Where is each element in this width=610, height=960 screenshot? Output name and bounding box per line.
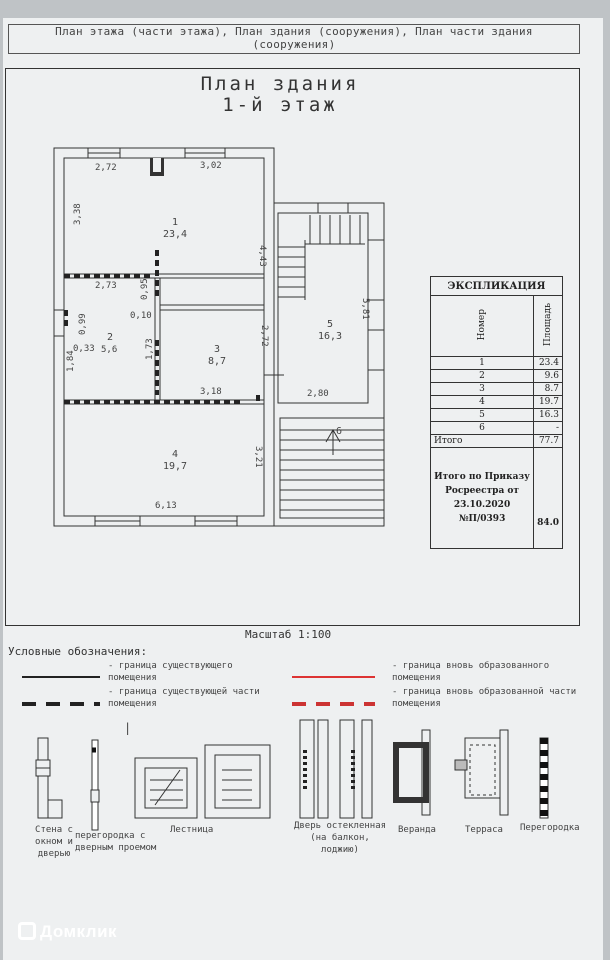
legend-symbol-label: Дверь остекленная (на балкон, лоджию) — [293, 821, 387, 855]
legend-item: - граница существующего помещения — [108, 661, 233, 683]
dim-label: 2,73 — [95, 281, 117, 291]
stairs-lower — [280, 418, 384, 518]
dim-label: 1,73 — [145, 338, 155, 360]
dim-label: 3,21 — [253, 446, 263, 468]
total-row: Итого 77.7 — [431, 435, 563, 448]
partition-door-symbol — [91, 740, 99, 830]
legend-item: - граница вновь образованной части помещения — [392, 687, 577, 709]
room-area: 8,7 — [207, 356, 227, 367]
room-number: 6 — [335, 426, 343, 437]
room-area: 19,7 — [162, 461, 188, 472]
table-row: 6 - — [431, 422, 563, 435]
partition-symbol — [540, 738, 548, 818]
dim-label: 3,02 — [200, 161, 222, 171]
wall-with-window-symbol — [36, 738, 62, 818]
column-number-header: Номер — [477, 308, 488, 341]
dim-label: 3,18 — [200, 387, 222, 397]
dim-label: 3,38 — [73, 203, 83, 225]
header-line-2: (сооружения) — [252, 38, 336, 51]
room-area: 16,3 — [317, 331, 343, 342]
room-number: 3 — [213, 344, 221, 355]
room-5-outline — [278, 213, 368, 403]
room-number: 4 — [171, 449, 179, 460]
stairs-upper — [278, 215, 365, 300]
dim-label: 2,80 — [307, 389, 329, 399]
dim-label: 4,43 — [257, 245, 267, 267]
table-row: 4 19.7 — [431, 396, 563, 409]
dim-label: 1,84 — [66, 350, 76, 372]
room-number: 1 — [171, 217, 179, 228]
dim-label: 0,33 — [73, 344, 95, 354]
stair-symbol — [135, 745, 270, 818]
legend-title: Условные обозначения: — [8, 645, 148, 658]
svg-text:|: | — [124, 721, 132, 735]
dim-label: 0,95 — [140, 278, 150, 300]
veranda-symbol — [396, 730, 430, 815]
dim-label: 5,6 — [101, 345, 118, 355]
legend-symbol-label: Терраса — [465, 825, 503, 835]
legend-item: - граница вновь образованного помещения — [392, 661, 550, 683]
legend-symbol-label: перегородка с дверным проемом — [75, 831, 157, 853]
header-line-1: План этажа (части этажа), План здания (сооружения), План части здания — [55, 25, 533, 38]
dim-label: 2,72 — [95, 163, 117, 173]
explication-table — [430, 276, 563, 602]
room-area: 23,4 — [162, 229, 188, 240]
plan-title: План здания — [200, 73, 360, 95]
dim-label: 0,10 — [130, 311, 152, 321]
legend-symbol-label: Перегородка — [520, 823, 580, 833]
dim-label: 6,13 — [155, 501, 177, 511]
domclick-watermark — [18, 922, 117, 942]
dim-label: 5,81 — [360, 298, 370, 320]
dim-label: 0,99 — [78, 313, 88, 335]
legend-symbol-label: Стена с окном и дверью — [35, 825, 73, 859]
legend-symbol-label: Веранда — [398, 825, 436, 835]
table-row: 2 9.6 — [431, 370, 563, 383]
domclick-logo-icon — [18, 922, 36, 940]
dim-label: 2,72 — [259, 325, 269, 347]
legend-symbol-label: Лестница — [170, 825, 214, 835]
order-total-row: Итого по Приказу Росреестра от 23.10.2020 №П/0393 84.0 — [431, 448, 563, 549]
table-row: 3 8.7 — [431, 383, 563, 396]
scale-label: Масштаб 1:100 — [245, 628, 332, 641]
column-area-header: Площадь — [543, 302, 554, 347]
room-number: 2 — [106, 332, 114, 343]
table-row: 1 23.4 — [431, 357, 563, 370]
glazed-door-symbol — [300, 720, 372, 818]
explication-title: ЭКСПЛИКАЦИЯ — [431, 277, 563, 296]
terrace-symbol — [455, 730, 508, 815]
legend-item: - граница существующей части помещения — [108, 687, 260, 709]
watermark-text: Домклик — [40, 922, 118, 941]
plan-floor: 1-й этаж — [222, 94, 338, 116]
table-row: 5 16.3 — [431, 409, 563, 422]
room-number: 5 — [326, 319, 334, 330]
